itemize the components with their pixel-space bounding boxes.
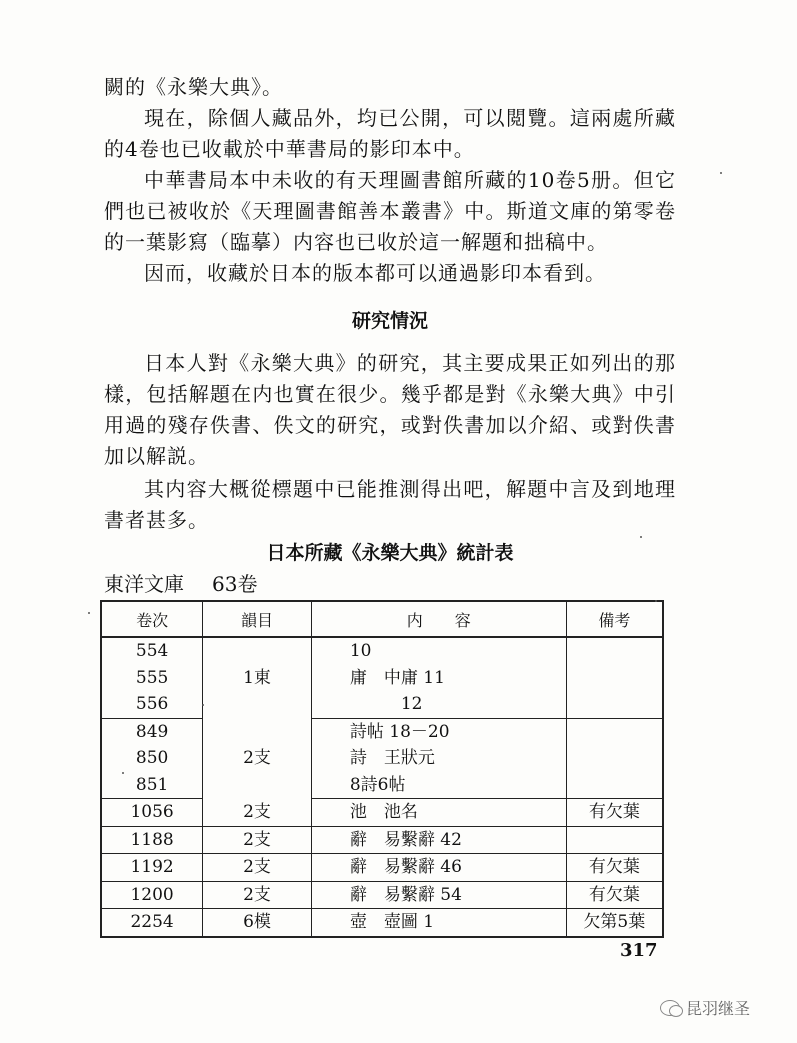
header-volume: 卷次 bbox=[101, 601, 203, 637]
cell-note bbox=[566, 826, 663, 854]
cell-volume: 850 bbox=[101, 745, 203, 772]
cell-note bbox=[566, 665, 663, 692]
header-content: 内 容 bbox=[311, 601, 566, 637]
cell-content: 庸 中庸 11 bbox=[311, 665, 566, 692]
cell-note bbox=[566, 718, 663, 745]
cell-content: 壺 壺圖 1 bbox=[311, 909, 566, 937]
paragraph-5: 日本人對《永樂大典》的研究，其主要成果正如列出的那樣，包括解題在内也實在很少。幾乎都是對《永樂大典》中引用過的殘存佚書、佚文的研究，或對佚書加以介紹、或對佚書加以解説。 bbox=[104, 351, 676, 468]
table-row bbox=[101, 826, 663, 854]
cell-rhyme: 2支 bbox=[203, 881, 312, 909]
library-count: 63卷 bbox=[212, 572, 258, 596]
table-row bbox=[101, 799, 663, 827]
cell-volume: 556 bbox=[101, 691, 203, 718]
table-row bbox=[101, 909, 663, 937]
cell-volume: 851 bbox=[101, 772, 203, 799]
cell-note bbox=[566, 637, 663, 665]
table-row bbox=[101, 637, 663, 665]
table-row bbox=[101, 854, 663, 882]
cell-volume: 1200 bbox=[101, 881, 203, 909]
cell-rhyme: 2支 bbox=[203, 799, 312, 827]
table-row bbox=[101, 718, 663, 745]
paragraph-4: 因而，收藏於日本的版本都可以通過影印本看到。 bbox=[144, 261, 606, 285]
cell-rhyme: 2支 bbox=[203, 718, 312, 799]
cell-note bbox=[566, 691, 663, 718]
cell-rhyme: 2支 bbox=[203, 826, 312, 854]
page-number: 317 bbox=[620, 940, 658, 961]
cell-note: 有欠葉 bbox=[566, 799, 663, 827]
cell-content: 10 bbox=[311, 637, 566, 665]
section-heading-research: 研究情況 bbox=[351, 310, 428, 332]
cell-volume: 554 bbox=[101, 637, 203, 665]
holdings-table bbox=[100, 600, 664, 938]
cell-content: 12 bbox=[311, 691, 566, 718]
cell-content: 辭 易繫辭 54 bbox=[311, 881, 566, 909]
cell-volume: 849 bbox=[101, 718, 203, 745]
table-row bbox=[101, 881, 663, 909]
cell-volume: 1188 bbox=[101, 826, 203, 854]
paragraph-3: 中華書局本中未收的有天理圖書館所藏的10卷5册。但它們也已被收於《天理圖書館善本叢書》中。斯道文庫的第零卷的一葉影寫（臨摹）内容也已收於這一解題和拙稿中。 bbox=[104, 168, 676, 254]
header-note: 備考 bbox=[566, 601, 663, 637]
cell-note bbox=[566, 745, 663, 772]
cell-content: 詩 王狀元 bbox=[311, 745, 566, 772]
cell-volume: 1192 bbox=[101, 854, 203, 882]
header-rhyme: 韻目 bbox=[203, 601, 312, 637]
table-row bbox=[101, 665, 663, 692]
cell-rhyme: 1東 bbox=[203, 637, 312, 718]
cell-volume: 555 bbox=[101, 665, 203, 692]
cell-content: 詩帖 18－20 bbox=[311, 718, 566, 745]
library-label bbox=[104, 568, 285, 597]
cell-content: 辭 易繫辭 42 bbox=[311, 826, 566, 854]
watermark-text: 昆羽继圣 bbox=[686, 999, 751, 1018]
cell-volume: 2254 bbox=[101, 909, 203, 937]
cell-volume: 1056 bbox=[101, 799, 203, 827]
watermark bbox=[660, 996, 750, 1019]
table-title: 日本所藏《永樂大典》統計表 bbox=[266, 542, 514, 564]
paragraph-1: 闕的《永樂大典》。 bbox=[104, 75, 283, 99]
cell-content: 8詩6帖 bbox=[311, 772, 566, 799]
table-row bbox=[101, 745, 663, 772]
cell-note: 有欠葉 bbox=[566, 881, 663, 909]
cell-rhyme: 2支 bbox=[203, 854, 312, 882]
table-row bbox=[101, 691, 663, 718]
cell-note bbox=[566, 772, 663, 799]
table-header-row bbox=[101, 601, 663, 637]
cell-note: 欠第5葉 bbox=[566, 909, 663, 937]
library-name: 東洋文庫 bbox=[104, 572, 184, 596]
table-row bbox=[101, 772, 663, 799]
cell-content: 池 池名 bbox=[311, 799, 566, 827]
paragraph-2: 現在，除個人藏品外，均已公開，可以閲覽。這兩處所藏的4卷也已收載於中華書局的影印本中。 bbox=[104, 106, 676, 161]
cell-note: 有欠葉 bbox=[566, 854, 663, 882]
cell-content: 辭 易繫辭 46 bbox=[311, 854, 566, 882]
paragraph-6: 其内容大概從標題中已能推測得出吧，解題中言及到地理書者甚多。 bbox=[104, 477, 676, 532]
cell-rhyme: 6模 bbox=[203, 909, 312, 937]
chat-bubbles-icon bbox=[660, 1000, 680, 1016]
